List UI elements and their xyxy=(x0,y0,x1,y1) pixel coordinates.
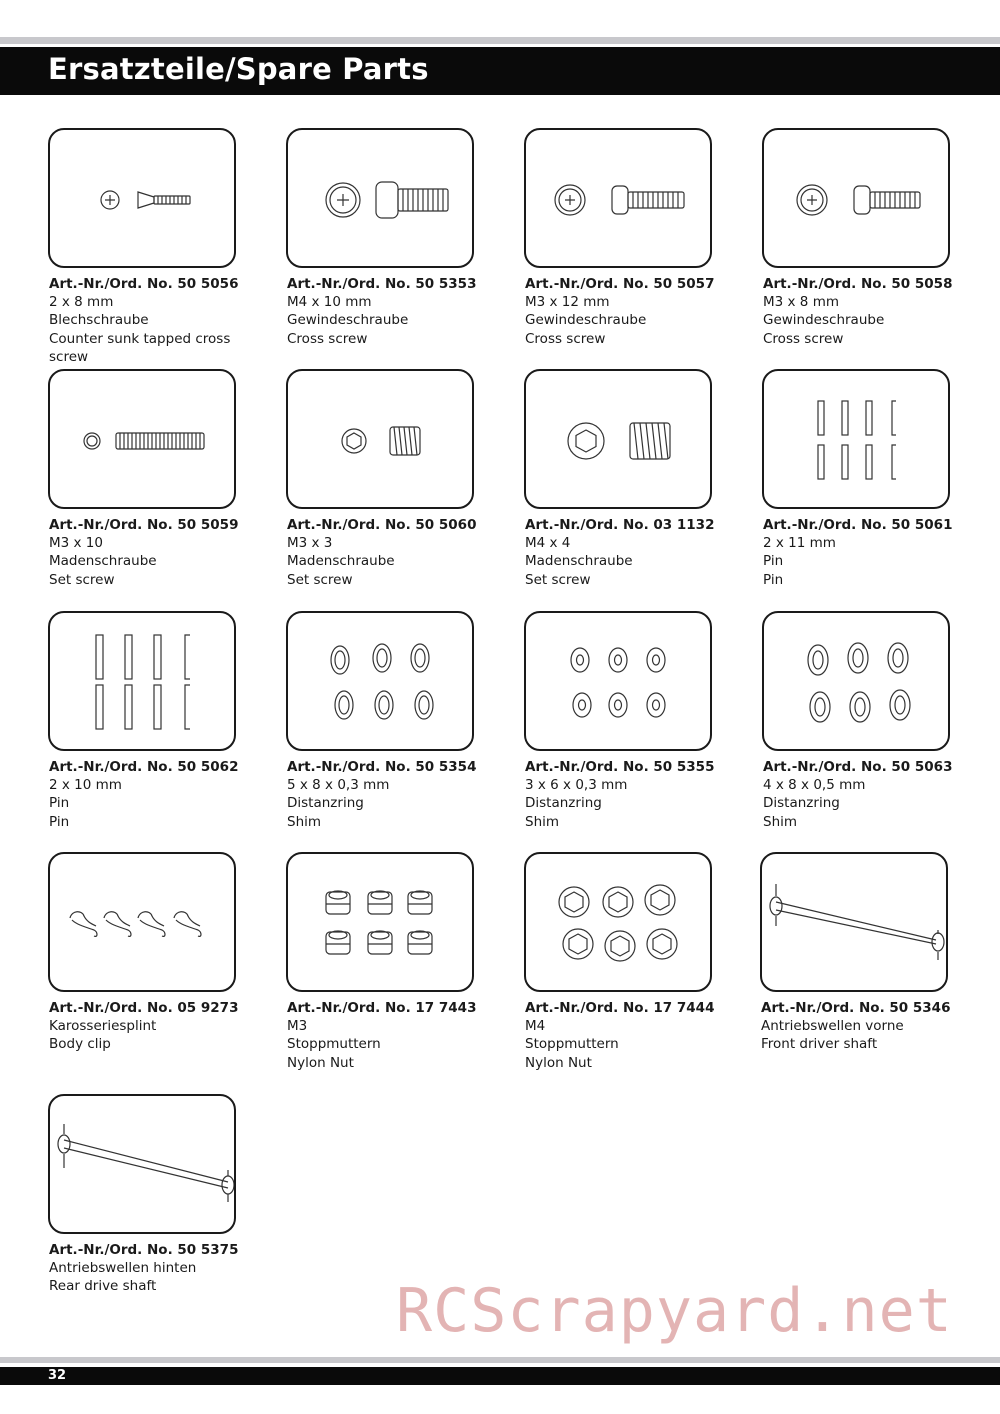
part-name-de: Madenschraube xyxy=(49,553,157,570)
article-number: Art.-Nr./Ord. No. 50 5056 xyxy=(49,276,239,292)
part-name-en: Cross screw xyxy=(525,330,606,347)
part-card xyxy=(48,611,248,831)
part-name-en: Rear drive shaft xyxy=(49,1278,157,1295)
part-name-en: Shim xyxy=(525,813,560,830)
article-number: Art.-Nr./Ord. No. 50 5353 xyxy=(287,276,477,292)
top-rule xyxy=(0,37,1000,44)
part-name-en: Shim xyxy=(287,813,322,830)
part-card xyxy=(286,369,486,589)
part-card xyxy=(524,852,724,1072)
part-name-en: Cross screw xyxy=(763,330,844,347)
part-size: M4 x 10 mm xyxy=(287,294,372,311)
cross-screw-illustration xyxy=(762,128,950,268)
part-name-de: Antriebswellen hinten xyxy=(49,1260,197,1277)
part-card xyxy=(48,852,248,1054)
part-size: 3 x 6 x 0,3 mm xyxy=(525,777,628,794)
part-name-de: Stoppmuttern xyxy=(287,1036,381,1053)
pins-illustration xyxy=(762,369,950,509)
nylon-nuts-illustration xyxy=(286,852,474,992)
pins-illustration xyxy=(48,611,236,751)
part-name-en: Set screw xyxy=(287,571,353,588)
part-card xyxy=(524,611,724,831)
article-number: Art.-Nr./Ord. No. 50 5060 xyxy=(287,517,477,533)
article-number: Art.-Nr./Ord. No. 50 5355 xyxy=(525,759,715,775)
part-card xyxy=(286,128,486,348)
set-screw-illustration xyxy=(524,369,712,509)
part-card xyxy=(48,369,248,589)
article-number: Art.-Nr./Ord. No. 17 7443 xyxy=(287,1000,477,1016)
shims-illustration xyxy=(524,611,712,751)
part-name-de: Gewindeschraube xyxy=(525,312,647,329)
part-name-de: Stoppmuttern xyxy=(525,1036,619,1053)
long-set-screw-illustration xyxy=(48,369,236,509)
part-name-en: Shim xyxy=(763,813,798,830)
footer-bar xyxy=(0,1367,1000,1385)
flange-nuts-illustration xyxy=(524,852,712,992)
part-size: M4 x 4 xyxy=(525,535,571,552)
part-name-de: Madenschraube xyxy=(525,553,633,570)
set-screw-illustration xyxy=(286,369,474,509)
shims-illustration xyxy=(762,611,950,751)
part-name-en: Front driver shaft xyxy=(761,1036,878,1053)
part-card xyxy=(762,128,962,348)
bottom-rule xyxy=(0,1357,1000,1363)
article-number: Art.-Nr./Ord. No. 05 9273 xyxy=(49,1000,239,1016)
article-number: Art.-Nr./Ord. No. 50 5346 xyxy=(761,1000,951,1016)
part-size: 2 x 8 mm xyxy=(49,294,114,311)
cross-screw-illustration xyxy=(524,128,712,268)
article-number: Art.-Nr./Ord. No. 03 1132 xyxy=(525,517,715,533)
part-name-en: Body clip xyxy=(49,1036,111,1053)
page-number: 32 xyxy=(48,1368,67,1383)
watermark: RCScrapyard.net xyxy=(396,1276,953,1346)
part-size: 2 x 10 mm xyxy=(49,777,122,794)
part-size: M3 x 3 xyxy=(287,535,333,552)
part-card xyxy=(48,1094,248,1296)
part-size: 5 x 8 x 0,3 mm xyxy=(287,777,390,794)
part-name-de: Antriebswellen vorne xyxy=(761,1018,904,1035)
page-title: Ersatzteile/Spare Parts xyxy=(48,52,429,86)
part-size: M3 x 8 mm xyxy=(763,294,839,311)
part-name-de: Pin xyxy=(763,553,784,570)
article-number: Art.-Nr./Ord. No. 50 5061 xyxy=(763,517,953,533)
part-size: 4 x 8 x 0,5 mm xyxy=(763,777,866,794)
part-name-de: Gewindeschraube xyxy=(287,312,409,329)
article-number: Art.-Nr./Ord. No. 50 5375 xyxy=(49,1242,239,1258)
drive-shaft-illustration xyxy=(48,1094,236,1234)
article-number: Art.-Nr./Ord. No. 50 5062 xyxy=(49,759,239,775)
part-card xyxy=(286,852,486,1072)
part-name-de: Madenschraube xyxy=(287,553,395,570)
part-name-de: Distanzring xyxy=(763,795,840,812)
article-number: Art.-Nr./Ord. No. 50 5057 xyxy=(525,276,715,292)
part-card xyxy=(524,128,724,348)
drive-shaft-illustration xyxy=(760,852,948,992)
part-size: M3 x 12 mm xyxy=(525,294,610,311)
part-name-de: Pin xyxy=(49,795,70,812)
article-number: Art.-Nr./Ord. No. 50 5059 xyxy=(49,517,239,533)
part-size: M3 xyxy=(287,1018,308,1035)
part-name-en: Pin xyxy=(49,813,70,830)
part-card xyxy=(762,369,962,589)
part-name-de: Gewindeschraube xyxy=(763,312,885,329)
part-card xyxy=(762,611,962,831)
part-size: M4 xyxy=(525,1018,546,1035)
article-number: Art.-Nr./Ord. No. 50 5063 xyxy=(763,759,953,775)
part-name-de: Karosseriesplint xyxy=(49,1018,157,1035)
article-number: Art.-Nr./Ord. No. 50 5058 xyxy=(763,276,953,292)
part-card xyxy=(524,369,724,589)
article-number: Art.-Nr./Ord. No. 50 5354 xyxy=(287,759,477,775)
part-name-de: Blechschraube xyxy=(49,312,149,329)
part-name-de: Distanzring xyxy=(525,795,602,812)
article-number: Art.-Nr./Ord. No. 17 7444 xyxy=(525,1000,715,1016)
cross-screw-illustration xyxy=(286,128,474,268)
part-size: 2 x 11 mm xyxy=(763,535,836,552)
part-card xyxy=(760,852,960,1054)
countersunk-screw-illustration xyxy=(48,128,236,268)
shims-illustration xyxy=(286,611,474,751)
part-name-en: Set screw xyxy=(49,571,115,588)
body-clips-illustration xyxy=(48,852,236,992)
part-card xyxy=(48,128,248,366)
part-name-en: Nylon Nut xyxy=(287,1054,354,1071)
part-size: M3 x 10 xyxy=(49,535,103,552)
part-name-de: Distanzring xyxy=(287,795,364,812)
part-card xyxy=(286,611,486,831)
part-name-en: Set screw xyxy=(525,571,591,588)
part-name-en: Pin xyxy=(763,571,784,588)
part-name-en: Counter sunk tapped cross screw xyxy=(49,330,231,365)
part-name-en: Nylon Nut xyxy=(525,1054,592,1071)
part-name-en: Cross screw xyxy=(287,330,368,347)
